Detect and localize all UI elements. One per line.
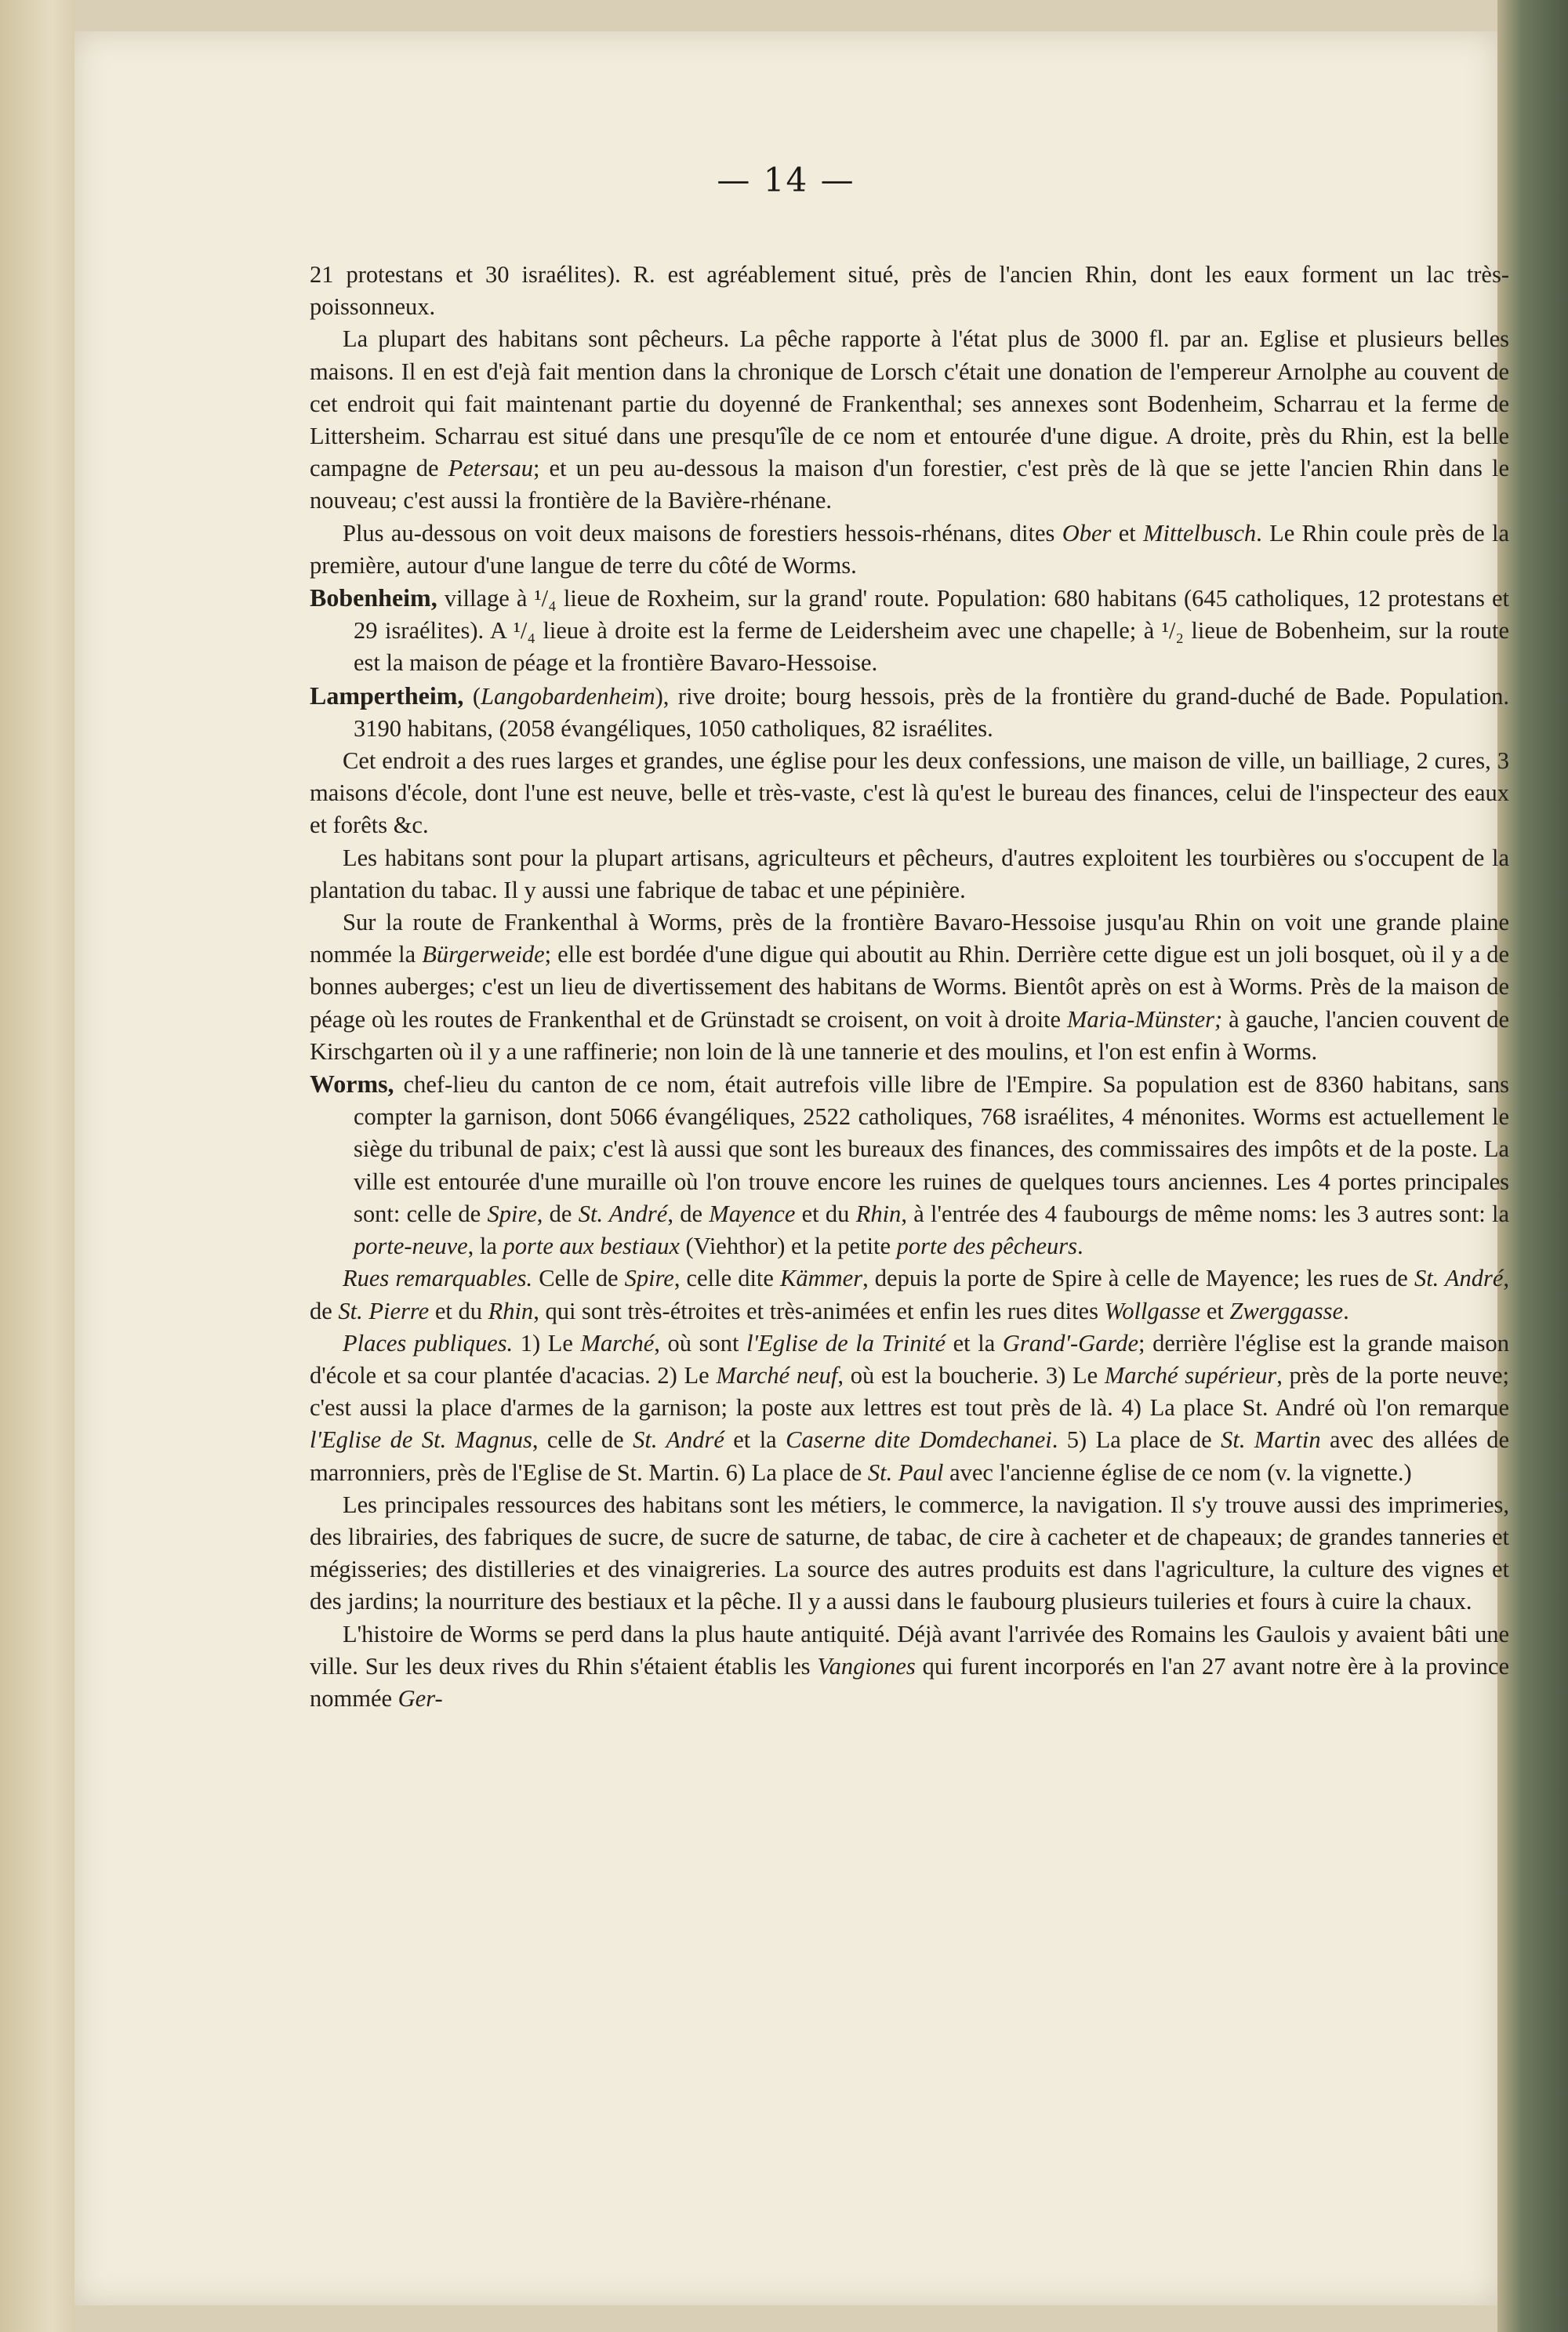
place-name: Lampertheim,	[310, 681, 464, 710]
place-entry-lampertheim: Lampertheim, (Langobardenheim), rive droite; bourg hessois, près de la frontière du grand-duché de Bade. Population. 3190 habitans, (2058 évangéliques, 1050 catholiques, 82 israélites.	[310, 681, 1509, 742]
place-name: Bobenheim,	[310, 583, 437, 612]
paragraph: Sur la route de Frankenthal à Worms, près de la frontière Bavaro-Hessoise jusqu'au Rhin on voit une grande plaine nommée la Bürgerweide; elle est bordée d'une digue qui aboutit au Rhin. Derrière cette digue est un joli bosquet, où il y a de bonnes auberges; c'est un lieu de divertissement des habitans de Worms. Bientôt après on est à Worms. Près de la maison de péage où les routes de Frankenthal et de Grünstadt se croisent, on voit à droite Maria-Münster; à gauche, l'ancien couvent de Kirschgarten où il y a une raffinerie; non loin de là une tannerie et des moulins, et l'on est enfin à Worms.	[310, 909, 1509, 1065]
place-name: Worms,	[310, 1070, 394, 1099]
paragraph: Plus au-dessous on voit deux maisons de forestiers hessois-rhénans, dites Ober et Mittelbusch. Le Rhin coule près de la première, autour d'une langue de terre du côté de Worms.	[310, 519, 1510, 579]
paragraph: Les habitans sont pour la plupart artisans, agriculteurs et pêcheurs, d'autres exploitent les tourbières ou s'occupent de la plantation du tabac. Il y aussi une fabrique de tabac et une pépinière.	[310, 844, 1509, 903]
page-number: — 14 —	[717, 161, 855, 199]
paragraph: Rues remarquables. Celle de Spire, celle dite Kämmer, depuis la porte de Spire à celle de Mayence; les rues de St. André, de St. Pierre et du Rhin, qui sont très-étroites et très-animées et enfin les rues dites Wollgasse et Zwerggasse.	[310, 1265, 1509, 1324]
paragraph: Les principales ressources des habitans sont les métiers, le commerce, la navigation. Il s'y trouve aussi des imprimeries, des librairies, des fabriques de sucre, de sucre de saturne, de tabac, de cire à cacheter et de chapeaux; de grandes tanneries et mégisseries; des distilleries et des vinaigreries. La source des autres produits est dans l'agriculture, la culture des vignes et des jardins; la nourriture des bestiaux et la pêche. Il y a aussi dans le faubourg plusieurs tuileries et fours à cuire la chaux.	[310, 1491, 1509, 1615]
place-entry-worms: Worms, chef-lieu du canton de ce nom, était autrefois ville libre de l'Empire. Sa population est de 8360 habitans, sans compter la garnison, dont 5066 évangéliques, 2522 catholiques, 768 israélites, 4 ménonites. Worms est actuellement le siège du tribunal de paix; c'est là aussi que sont les bureaux des finances, des commissaires des impôts et de la poste. La ville est entourée d'une muraille où l'on trouve encore les ruines de quelques tours anciennes. Les 4 portes principales sont: celle de Spire, de St. André, de Mayence et du Rhin, à l'entrée des 4 faubourgs de même noms: les 3 autres sont: la porte-neuve, la porte aux bestiaux (Viehthor) et la petite porte des pêcheurs.	[310, 1070, 1509, 1260]
paragraph: Cet endroit a des rues larges et grandes, une église pour les deux confessions, une maison de ville, un bailliage, 2 cures, 3 maisons d'école, dont l'une est neuve, belle et très-vaste, c'est là qu'est le bureau des finances, celui de l'inspecteur des eaux et forêts &c.	[310, 747, 1509, 839]
paragraph: La plupart des habitans sont pêcheurs. La pêche rapporte à l'état plus de 3000 fl. par an. Eglise et plusieurs belles maisons. Il en est d'ejà fait mention dans la chronique de Lorsch c'était une donation de l'empereur Arnolphe au couvent de cet endroit qui fait maintenant partie du doyenné de Frankenthal; ses annexes sont Bodenheim, Scharrau et la ferme de Littersheim. Scharrau est situé dans une presqu'île de ce nom et entourée d'une digue. A droite, près du Rhin, est la belle campagne de Petersau; et un peu au-dessous la maison d'un forestier, c'est près de là que se jette l'ancien Rhin dans le nouveau; c'est aussi la frontière de la Bavière-rhénane.	[310, 325, 1509, 514]
paragraph: 21 protestans et 30 israélites). R. est agréablement situé, près de l'ancien Rhin, dont les eaux forment un lac très-poissonneux.	[310, 261, 1509, 321]
body-text	[310, 259, 1509, 1715]
book-page	[74, 31, 1510, 2305]
place-entry-bobenheim: Bobenheim, village à ¹/₄ lieue de Roxheim, sur la grand' route. Population: 680 habitans (645 catholiques, 12 protestans et 29 israélites). A ¹/₄ lieue à droite est la ferme de Leidersheim avec une chapelle; à ¹/₂ lieue de Bobenheim, sur la route est la maison de péage et la frontière Bavaro-Hessoise.	[310, 583, 1509, 677]
paragraph: Places publiques. 1) Le Marché, où sont l'Eglise de la Trinité et la Grand'-Garde; derrière l'église est la grande maison d'école et sa cour plantée d'acacias. 2) Le Marché neuf, où est la boucherie. 3) Le Marché supérieur, près de la porte neuve; c'est aussi la place d'armes de la garnison; la poste aux lettres est tout près de là. 4) La place St. André où l'on remarque l'Eglise de St. Magnus, celle de St. André et la Caserne dite Domdechanei. 5) La place de St. Martin avec des allées de marronniers, près de l'Eglise de St. Martin. 6) La place de St. Paul avec l'ancienne église de ce nom (v. la vignette.)	[310, 1329, 1510, 1486]
book-spine-edge	[0, 0, 74, 2332]
paragraph: L'histoire de Worms se perd dans la plus haute antiquité. Déjà avant l'arrivée des Romains les Gaulois y avaient bâti une ville. Sur les deux rives du Rhin s'étaient établis les Vangiones qui furent incorporés en l'an 27 avant notre ère à la province nommée Ger-	[310, 1620, 1510, 1712]
